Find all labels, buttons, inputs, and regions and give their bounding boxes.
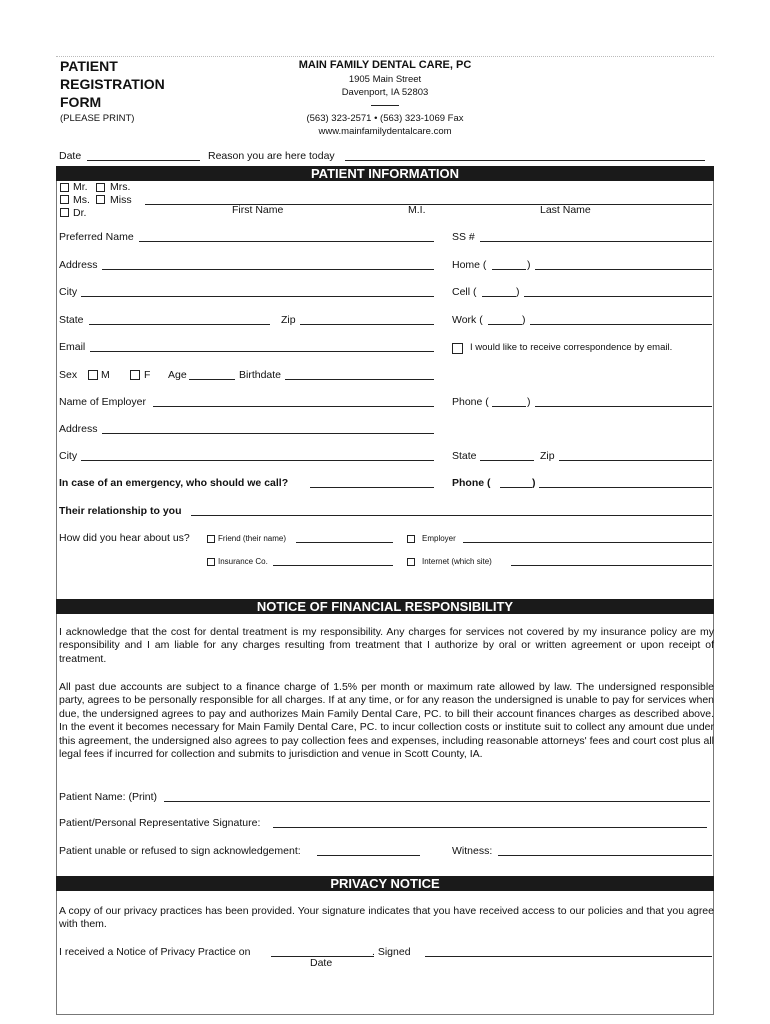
referral-insurance-label: Insurance Co. — [218, 557, 268, 566]
home-phone-label: Home ( — [452, 259, 487, 271]
witness-field[interactable] — [498, 855, 712, 856]
representative-signature-field[interactable] — [273, 827, 707, 828]
date-label: Date — [59, 150, 82, 162]
form-title-line-3: FORM — [60, 94, 102, 110]
full-name-field[interactable] — [145, 204, 712, 205]
referral-friend-label: Friend (their name) — [218, 534, 287, 543]
birthdate-label: Birthdate — [239, 369, 282, 381]
employer-zip-field[interactable] — [559, 460, 712, 461]
sex-female-checkbox[interactable] — [130, 370, 140, 380]
employer-area-code-field[interactable] — [492, 406, 526, 407]
employer-label: Name of Employer — [59, 396, 146, 408]
patient-name-print-label: Patient Name: (Print) — [59, 791, 158, 803]
form-title-line-2: REGISTRATION — [60, 76, 165, 92]
sex-label: Sex — [59, 369, 78, 381]
employer-field[interactable] — [153, 406, 434, 407]
referral-employer-label: Employer — [422, 534, 456, 543]
birthdate-field[interactable] — [285, 379, 434, 380]
title-mr-checkbox[interactable] — [60, 183, 69, 192]
employer-phone-close: ) — [527, 396, 531, 408]
employer-zip-label: Zip — [540, 450, 555, 462]
form-title-line-1: PATIENT — [60, 58, 118, 74]
email-field[interactable] — [90, 351, 434, 352]
address-divider — [371, 105, 399, 106]
employer-phone-field[interactable] — [535, 406, 712, 407]
top-dotted-rule — [56, 56, 714, 57]
city-field[interactable] — [81, 296, 434, 297]
privacy-date-caption: Date — [310, 957, 333, 969]
referral-employer-field[interactable] — [463, 542, 712, 543]
address-label: Address — [59, 259, 98, 271]
zip-label: Zip — [281, 314, 296, 326]
work-area-code-field[interactable] — [488, 324, 522, 325]
referral-friend-field[interactable] — [296, 542, 393, 543]
address-field[interactable] — [102, 269, 434, 270]
relationship-label: Their relationship to you — [59, 505, 182, 517]
state-label: State — [59, 314, 84, 326]
financial-paragraph-2: All past due accounts are subject to a finance charge of 1.5% per month or maximum rate allowed by law. The undersigned responsible party, agrees to be personally responsible for all charges. If at any time, or for any reason the undersigned is unable to pay for services when due, the undersigned agrees to pay and authorizes Main Family Dental Care, PC. to bill their account finances charges as described above. In the event it becomes necessary for Main Family Dental Care, PC. to incur collection costs or institute suit to collect any amount due under this agreement, the undersigned also agrees to pay collection fees and expenses, including reasonable attorneys' fees and court cost plus all legal fees if incurred for collection and submits to jurisdiction and venue in Scott County, IA. — [59, 681, 714, 761]
referral-employer-checkbox[interactable] — [407, 535, 415, 543]
title-mrs-label: Mrs. — [110, 181, 131, 193]
referral-internet-label: Internet (which site) — [422, 557, 492, 566]
referral-friend-checkbox[interactable] — [207, 535, 215, 543]
work-phone-label: Work ( — [452, 314, 483, 326]
unable-to-sign-label: Patient unable or refused to sign acknowledgement: — [59, 845, 301, 857]
title-mr-label: Mr. — [73, 181, 88, 193]
date-field[interactable] — [87, 160, 200, 161]
reason-field[interactable] — [345, 160, 705, 161]
age-label: Age — [168, 369, 187, 381]
practice-address-2: Davenport, IA 52803 — [341, 87, 429, 98]
cell-area-code-field[interactable] — [482, 296, 516, 297]
employer-city-field[interactable] — [81, 460, 434, 461]
sex-male-checkbox[interactable] — [88, 370, 98, 380]
cell-phone-field[interactable] — [524, 296, 712, 297]
title-ms-checkbox[interactable] — [60, 195, 69, 204]
title-dr-label: Dr. — [73, 207, 87, 219]
employer-address-label: Address — [59, 423, 98, 435]
privacy-paragraph: A copy of our privacy practices has been provided. Your signature indicates that you have received access to our policies and that you agree with them. — [59, 905, 714, 931]
email-opt-in-checkbox[interactable] — [452, 343, 463, 354]
patient-name-print-field[interactable] — [164, 801, 710, 802]
sex-male-label: M — [101, 369, 110, 381]
patient-info-heading: PATIENT INFORMATION — [56, 166, 714, 181]
unable-to-sign-field[interactable] — [317, 855, 420, 856]
last-name-caption: Last Name — [540, 204, 591, 216]
please-print-note: (PLEASE PRINT) — [60, 113, 135, 124]
financial-heading: NOTICE OF FINANCIAL RESPONSIBILITY — [56, 599, 714, 614]
employer-address-field[interactable] — [102, 433, 434, 434]
practice-address-1: 1905 Main Street — [348, 74, 422, 85]
cell-phone-label: Cell ( — [452, 286, 477, 298]
privacy-signature-field[interactable] — [425, 956, 712, 957]
ss-field[interactable] — [480, 241, 712, 242]
state-field[interactable] — [89, 324, 270, 325]
home-phone-close: ) — [527, 259, 531, 271]
practice-phone-fax: (563) 323-2571 • (563) 323-1069 Fax — [306, 113, 464, 124]
emergency-area-code-field[interactable] — [500, 487, 532, 488]
work-phone-field[interactable] — [530, 324, 712, 325]
cell-phone-close: ) — [516, 286, 520, 298]
witness-label: Witness: — [452, 845, 493, 857]
title-miss-checkbox[interactable] — [96, 195, 105, 204]
referral-source-label: How did you hear about us? — [59, 532, 190, 544]
mi-caption: M.I. — [408, 204, 426, 216]
privacy-heading: PRIVACY NOTICE — [56, 876, 714, 891]
emergency-contact-label: In case of an emergency, who should we call? — [59, 477, 289, 489]
referral-internet-field[interactable] — [511, 565, 712, 566]
employer-state-label: State — [452, 450, 477, 462]
title-ms-label: Ms. — [73, 194, 90, 206]
representative-signature-label: Patient/Personal Representative Signature: — [59, 817, 261, 829]
age-field[interactable] — [189, 379, 235, 380]
emergency-phone-close: ) — [532, 477, 536, 489]
ss-label: SS # — [452, 231, 475, 243]
emergency-phone-label: Phone ( — [452, 477, 491, 489]
preferred-name-label: Preferred Name — [59, 231, 134, 243]
email-opt-in-label: I would like to receive correspondence by email. — [470, 342, 673, 353]
sex-female-label: F — [144, 369, 151, 381]
practice-name: MAIN FAMILY DENTAL CARE, PC — [298, 59, 472, 71]
privacy-signed-label: . Signed — [372, 946, 411, 958]
emergency-phone-field[interactable] — [539, 487, 712, 488]
employer-state-field[interactable] — [480, 460, 534, 461]
preferred-name-field[interactable] — [139, 241, 434, 242]
title-dr-checkbox[interactable] — [60, 208, 69, 217]
employer-city-label: City — [59, 450, 78, 462]
relationship-field[interactable] — [191, 515, 712, 516]
home-area-code-field[interactable] — [492, 269, 526, 270]
reason-label: Reason you are here today — [208, 150, 335, 162]
referral-insurance-checkbox[interactable] — [207, 558, 215, 566]
city-label: City — [59, 286, 78, 298]
first-name-caption: First Name — [232, 204, 284, 216]
privacy-received-label: I received a Notice of Privacy Practice on — [59, 946, 251, 958]
title-miss-label: Miss — [110, 194, 132, 206]
home-phone-field[interactable] — [535, 269, 712, 270]
work-phone-close: ) — [522, 314, 526, 326]
title-mrs-checkbox[interactable] — [96, 183, 105, 192]
employer-phone-label: Phone ( — [452, 396, 489, 408]
emergency-contact-field[interactable] — [310, 487, 434, 488]
referral-insurance-field[interactable] — [273, 565, 393, 566]
referral-internet-checkbox[interactable] — [407, 558, 415, 566]
zip-field[interactable] — [300, 324, 434, 325]
practice-website: www.mainfamilydentalcare.com — [318, 126, 452, 137]
financial-paragraph-1: I acknowledge that the cost for dental treatment is my responsibility. Any charges for services not covered by my insurance policy are my responsibility and I am liable for any charges resulting from treatment that I authorize by oral or written agreement or upon receipt of treatment. — [59, 626, 714, 665]
email-label: Email — [59, 341, 86, 353]
